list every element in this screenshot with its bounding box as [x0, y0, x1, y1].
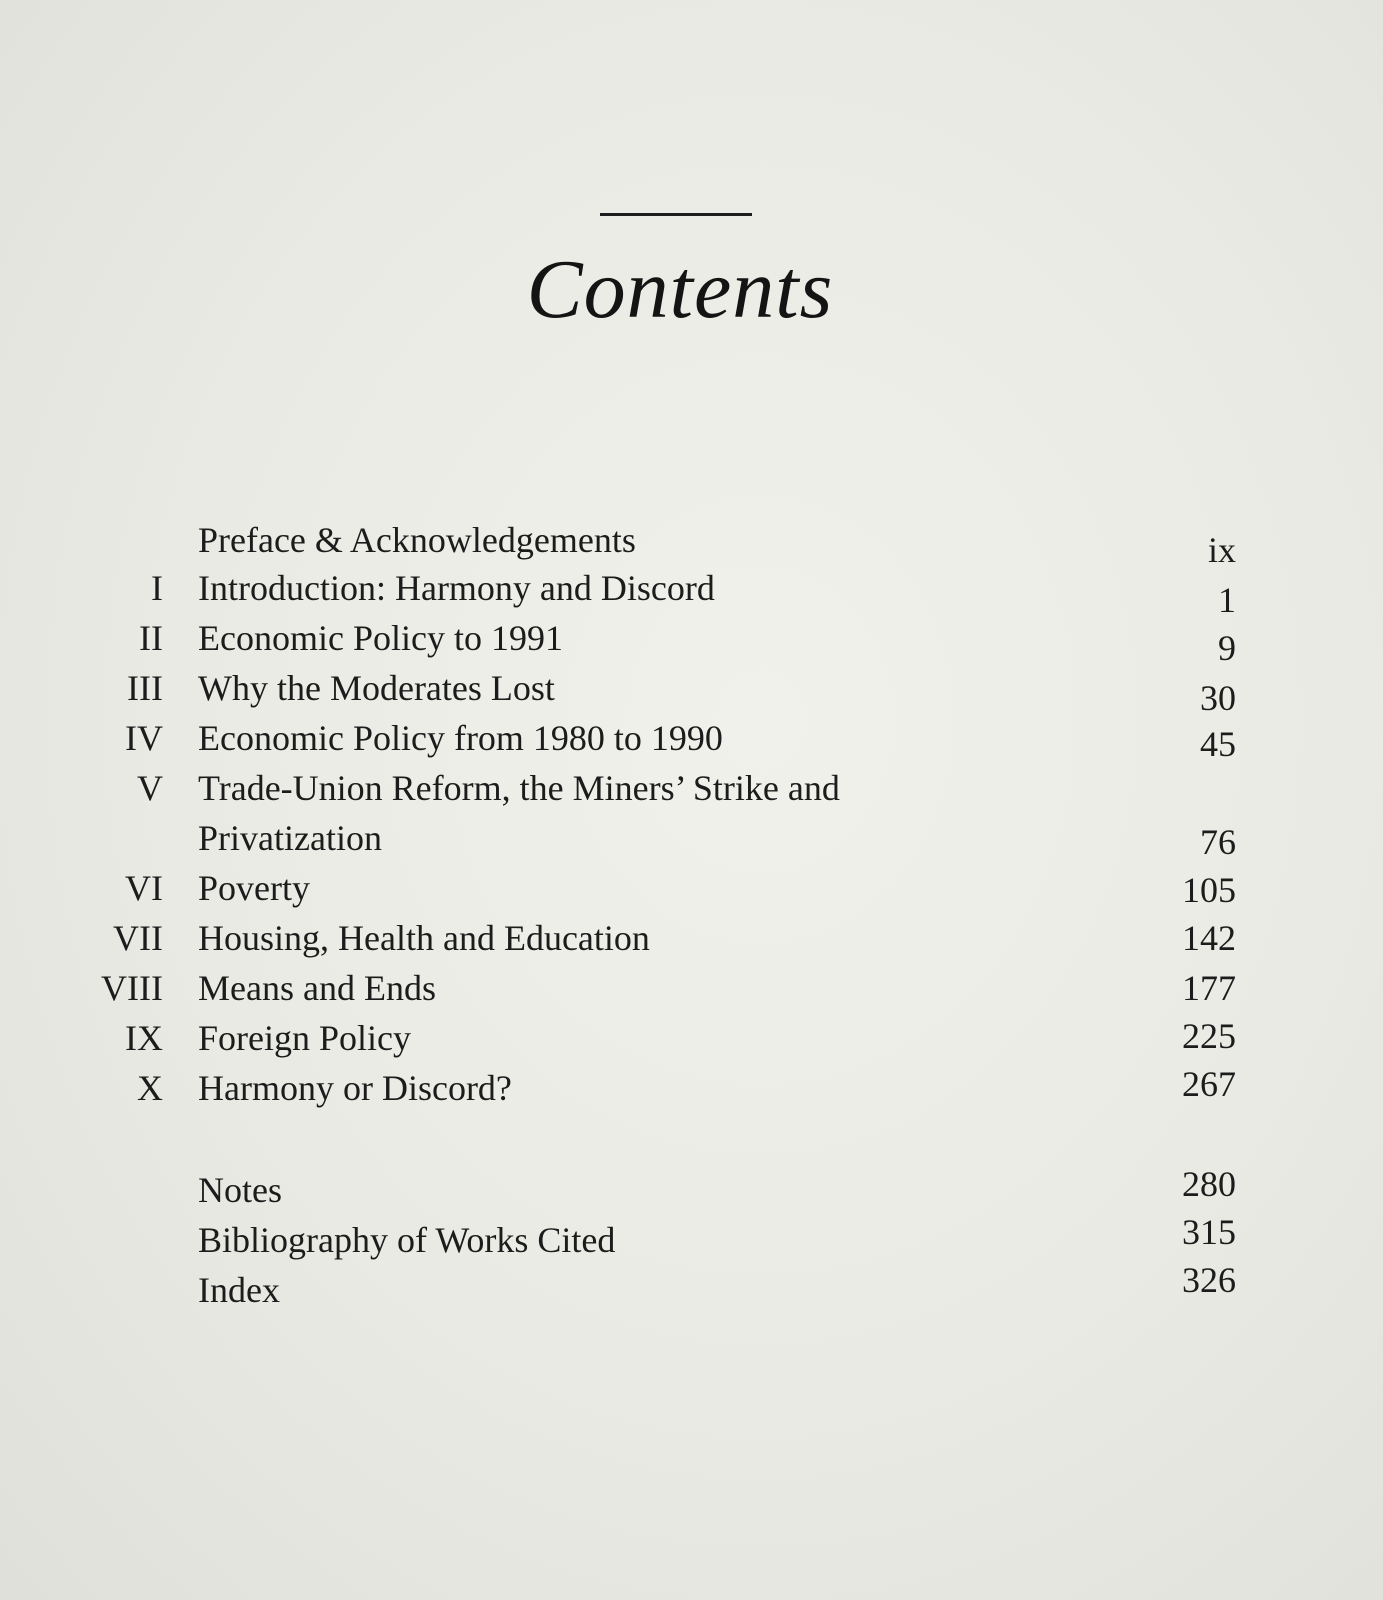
toc-entry-chapter-2	[0, 616, 1383, 668]
page-number: 177	[1182, 968, 1236, 1008]
chapter-number: X	[137, 1068, 163, 1108]
toc-entry-chapter-6	[0, 866, 1383, 910]
entry-title: Foreign Policy	[198, 1018, 411, 1058]
page-number: 1	[1218, 580, 1236, 620]
page-number: 267	[1182, 1064, 1236, 1104]
toc-entry-chapter-1	[0, 566, 1383, 620]
toc-entry-bibliography	[0, 1212, 1383, 1262]
page-number: 142	[1182, 918, 1236, 958]
toc-entry-chapter-5	[0, 766, 1383, 860]
entry-title: Economic Policy from 1980 to 1990	[198, 718, 723, 758]
page-number: 326	[1182, 1260, 1236, 1300]
toc-entry-chapter-10	[0, 1066, 1383, 1110]
chapter-number: III	[127, 668, 163, 708]
page-number: 280	[1182, 1164, 1236, 1204]
page-title: Contents	[526, 243, 834, 336]
toc-entry-index	[0, 1260, 1383, 1312]
page-number: 315	[1182, 1212, 1236, 1252]
entry-title: Housing, Health and Education	[198, 918, 650, 958]
toc-entry-preface	[0, 518, 1383, 570]
chapter-number: VI	[125, 868, 163, 908]
page-number: 76	[1200, 822, 1236, 862]
page-number: 105	[1182, 870, 1236, 910]
chapter-number: II	[139, 618, 163, 658]
page-number: 9	[1218, 628, 1236, 668]
entry-title: Trade-Union Reform, the Miners’ Strike and	[198, 768, 840, 808]
toc-entry-chapter-7	[0, 916, 1383, 960]
entry-title: Poverty	[198, 868, 310, 908]
toc-entry-chapter-4	[0, 716, 1383, 764]
chapter-number: VIII	[101, 968, 163, 1008]
page-number: 45	[1200, 724, 1236, 764]
chapter-number: IX	[125, 1018, 163, 1058]
entry-title: Means and Ends	[198, 968, 436, 1008]
page-number: 225	[1182, 1016, 1236, 1056]
entry-title: Notes	[198, 1170, 282, 1210]
chapter-number: I	[151, 568, 163, 608]
entry-title: Index	[198, 1270, 280, 1310]
chapter-number: V	[137, 768, 163, 808]
entry-title: Economic Policy to 1991	[198, 618, 563, 658]
toc-entry-chapter-8	[0, 966, 1383, 1010]
toc-entry-chapter-3	[0, 666, 1383, 718]
entry-title: Bibliography of Works Cited	[198, 1220, 616, 1260]
toc-entry-chapter-9	[0, 1016, 1383, 1060]
entry-title: Preface & Acknowledgements	[198, 520, 636, 560]
chapter-number: IV	[125, 718, 163, 758]
page-number: ix	[1207, 530, 1236, 570]
entry-title-continued: Privatization	[198, 818, 382, 858]
entry-title: Harmony or Discord?	[198, 1068, 512, 1108]
page-number: 30	[1200, 678, 1236, 718]
entry-title: Why the Moderates Lost	[198, 668, 555, 708]
chapter-number: VII	[113, 918, 163, 958]
entry-title: Introduction: Harmony and Discord	[198, 568, 715, 608]
toc-entry-notes	[0, 1164, 1383, 1212]
title-rule	[600, 213, 752, 216]
